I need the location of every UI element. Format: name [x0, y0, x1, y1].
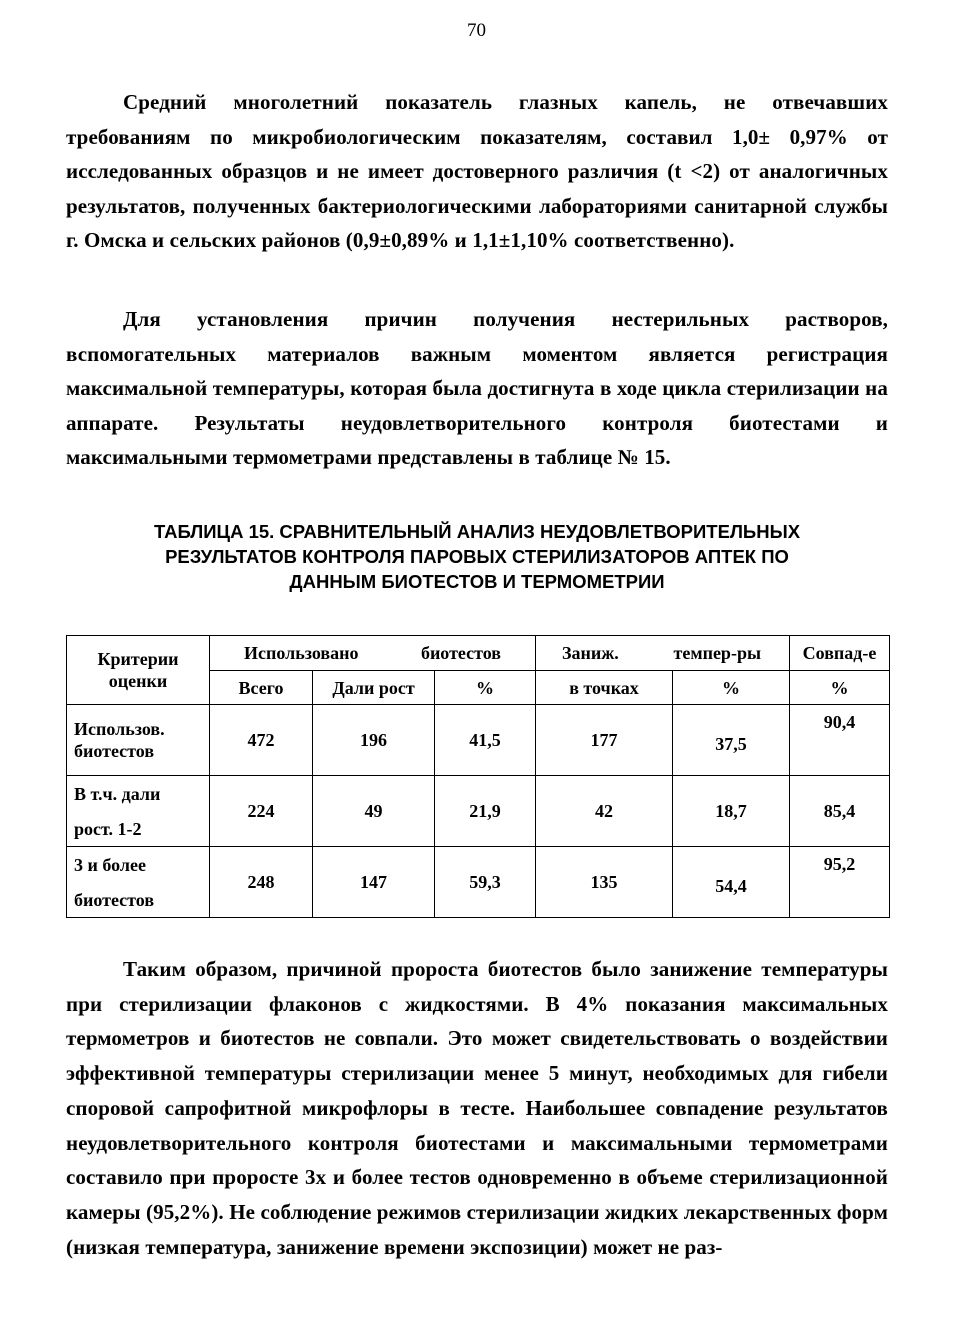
- percent-cell: 41,5: [435, 705, 536, 776]
- points-cell: 42: [536, 776, 673, 847]
- table-title-line: ДАННЫМ БИОТЕСТОВ И ТЕРМОМЕТРИИ: [289, 571, 665, 592]
- row-label-line: биотестов: [74, 889, 155, 910]
- header-word: биотестов: [420, 643, 501, 663]
- table-title-line: РЕЗУЛЬТАТОВ КОНТРОЛЯ ПАРОВЫХ СТЕРИЛИЗАТОРОВ АПТЕК ПО: [165, 546, 789, 567]
- growth-cell: 147: [313, 847, 435, 918]
- row-label-line: биотестов: [74, 741, 155, 761]
- growth-cell: 196: [313, 705, 435, 776]
- header-word: Использовано: [244, 643, 359, 663]
- header-word: темпер-ры: [673, 643, 762, 663]
- match-percent-cell: 90,4: [790, 705, 890, 776]
- page-number: 70: [467, 20, 486, 41]
- paragraph-1: Средний многолетний показатель глазных капель, не отвечавших требованиям по микробиологическим показателям, составил 1,0± 0,97% от исследованных образцов и не имеет достоверного различия (t <2) от аналогичных результатов, полученных бактериологическими лабораториями санитарной службы г. Омска и сельских районов (0,9±0,89% и 1,1±1,10% соответственно).: [66, 90, 888, 253]
- match-percent-cell: 95,2: [790, 847, 890, 918]
- percent-cell: 59,3: [435, 847, 536, 918]
- total-cell: 224: [210, 776, 313, 847]
- comparison-table: [66, 635, 890, 918]
- criteria-header: [67, 636, 210, 705]
- paragraph-3: Таким образом, причиной пророста биотестов было занижение температуры при стерилизации флаконов с жидкостями. В 4% показания максимальных термометров и биотестов не совпали. Это может свидетельствовать о воздействии эффективной температуры стерилизации менее 5 минут, необходимых для гибели споровой сапрофитной микрофлоры в тесте. Наибольшее совпадение результатов неудовлетворительного контроля биотестами и максимальными термометрами составило при проросте 3х и более тестов одновременно в объеме стерилизационной камеры (95,2%). Не соблюдение режимов стерилизации жидких лекарственных форм (низкая температура, занижение времени экспозиции) может не раз-: [66, 957, 888, 1259]
- total-cell: 472: [210, 705, 313, 776]
- points-cell: 135: [536, 847, 673, 918]
- match-header: Совпад-е: [790, 636, 890, 671]
- low-percent-cell: 37,5: [673, 705, 790, 776]
- table-row: [67, 847, 890, 918]
- row-label: [67, 705, 210, 776]
- table-row: [67, 776, 890, 847]
- criteria-header-line: Критерии: [97, 649, 179, 669]
- row-label: [67, 776, 210, 847]
- header-row: [67, 636, 890, 671]
- row-label: [67, 847, 210, 918]
- subheader-cell: Дали рост: [313, 671, 435, 705]
- row-label-line: рост. 1-2: [74, 818, 142, 839]
- table-title-line: ТАБЛИЦА 15. СРАВНИТЕЛЬНЫЙ АНАЛИЗ НЕУДОВЛЕТВОРИТЕЛЬНЫХ: [153, 521, 801, 542]
- low-percent-cell: 54,4: [673, 847, 790, 918]
- table-row: [67, 705, 890, 776]
- row-label-line: Использов.: [74, 719, 165, 739]
- points-cell: 177: [536, 705, 673, 776]
- total-cell: 248: [210, 847, 313, 918]
- used-biotests-header: [210, 636, 536, 671]
- subheader-cell: %: [435, 671, 536, 705]
- match-percent-cell: 85,4: [790, 776, 890, 847]
- table-title: [66, 519, 888, 594]
- growth-cell: 49: [313, 776, 435, 847]
- row-label-line: 3 и более: [74, 854, 146, 875]
- subheader-cell: %: [790, 671, 890, 705]
- row-label-line: В т.ч. дали: [74, 783, 161, 804]
- criteria-header-line: оценки: [108, 671, 168, 691]
- paragraph-2: Для установления причин получения нестерильных растворов, вспомогательных материалов важным моментом является регистрация максимальной температуры, которая была достигнута в ходе цикла стерилизации на аппарате. Результаты неудовлетворительного контроля биотестами и максимальными термометрами представлены в таблице № 15.: [66, 307, 888, 470]
- subheader-cell: в точках: [536, 671, 673, 705]
- subheader-cell: Всего: [210, 671, 313, 705]
- percent-cell: 21,9: [435, 776, 536, 847]
- header-word: Заниж.: [562, 643, 619, 663]
- subheader-cell: %: [673, 671, 790, 705]
- low-percent-cell: 18,7: [673, 776, 790, 847]
- low-temperature-header: [536, 636, 790, 671]
